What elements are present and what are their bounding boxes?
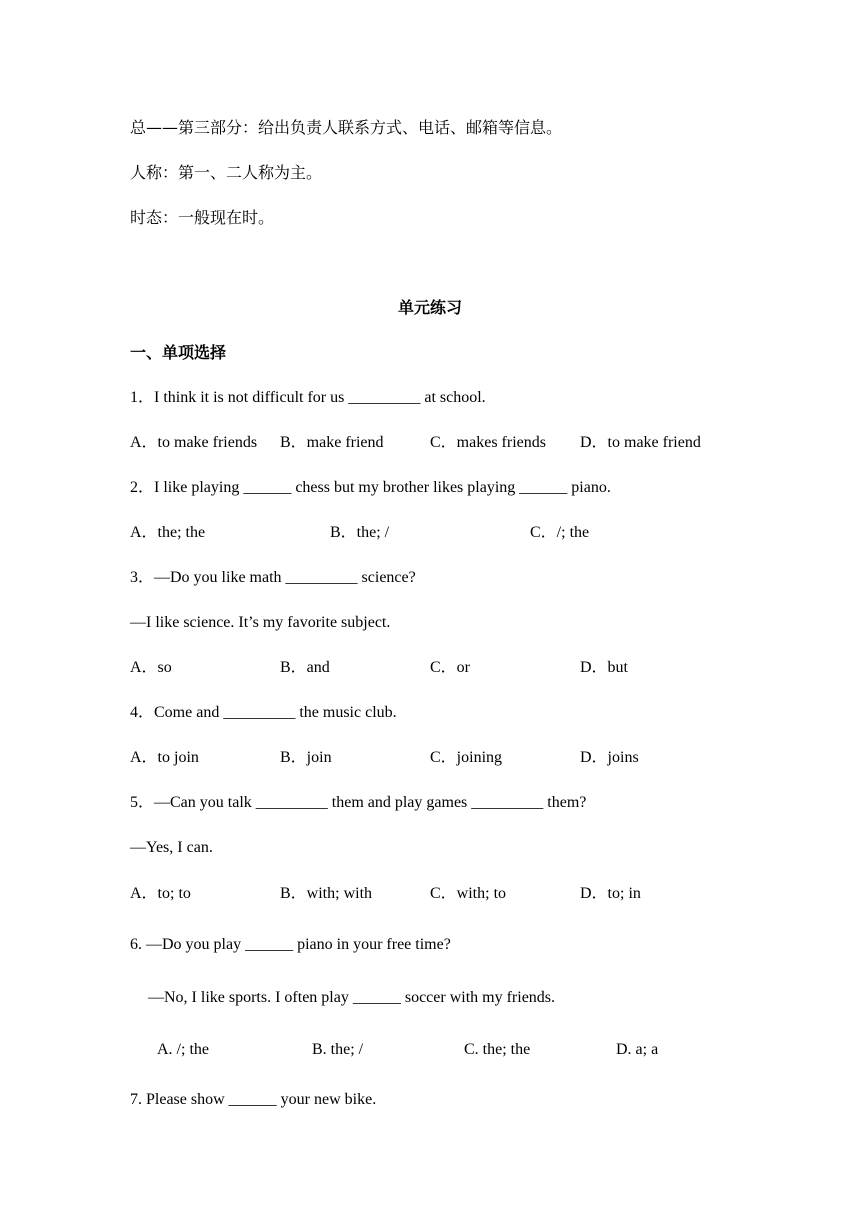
question-2-stem: 2．I like playing ______ chess but my brother likes playing ______ piano. (130, 479, 611, 496)
question-1-option-b: B．make friend (280, 434, 384, 451)
question-5-stem: 5．—Can you talk _________ them and play games _________ them? (130, 794, 587, 811)
question-5-option-c: C．with; to (430, 885, 507, 902)
part-heading: 一、单项选择 (130, 343, 227, 362)
section-title: 单元练习 (397, 298, 462, 317)
question-4-stem: 4．Come and _________ the music club. (130, 704, 397, 721)
question-4-option-b: B．join (280, 749, 332, 766)
question-2-option-b: B．the; / (330, 524, 390, 541)
question-3-option-d: D．but (580, 659, 629, 676)
question-5-option-d: D．to; in (580, 885, 641, 902)
question-3-stem: 3．—Do you like math _________ science? (130, 569, 416, 586)
question-3-option-a: A．so (130, 659, 172, 676)
intro-line-2: 人称：第一、二人称为主。 (130, 163, 323, 182)
question-6-stem: 6. —Do you play ______ piano in your free time? (130, 936, 451, 953)
question-3-option-b: B．and (280, 659, 330, 676)
question-5-reply: —Yes, I can. (130, 839, 213, 856)
question-7-stem: 7. Please show ______ your new bike. (130, 1091, 377, 1108)
question-2-option-a: A．the; the (130, 524, 206, 541)
intro-line-3: 时态：一般现在时。 (130, 208, 275, 227)
question-6-option-b: B. the; / (312, 1041, 364, 1058)
question-6-option-c: C. the; the (464, 1041, 531, 1058)
question-4-option-a: A．to join (130, 749, 199, 766)
question-3-option-c: C．or (430, 659, 471, 676)
question-1-option-d: D．to make friend (580, 434, 701, 451)
question-4-option-c: C．joining (430, 749, 503, 766)
question-5-option-b: B．with; with (280, 885, 373, 902)
question-4-option-d: D．joins (580, 749, 639, 766)
question-3-reply: —I like science. It’s my favorite subject. (130, 614, 391, 631)
question-5-option-a: A．to; to (130, 885, 191, 902)
question-1-stem: 1．I think it is not difficult for us _________ at school. (130, 389, 486, 406)
intro-line-1: 总——第三部分：给出负责人联系方式、电话、邮箱等信息。 (130, 118, 563, 137)
question-1-option-a: A．to make friends (130, 434, 258, 451)
question-1-option-c: C．makes friends (430, 434, 546, 451)
question-6-option-a: A. /; the (157, 1041, 209, 1058)
question-6-option-d: D. a; a (616, 1041, 659, 1058)
question-6-reply: —No, I like sports. I often play ______ soccer with my friends. (148, 989, 556, 1006)
question-2-option-c: C．/; the (530, 524, 590, 541)
